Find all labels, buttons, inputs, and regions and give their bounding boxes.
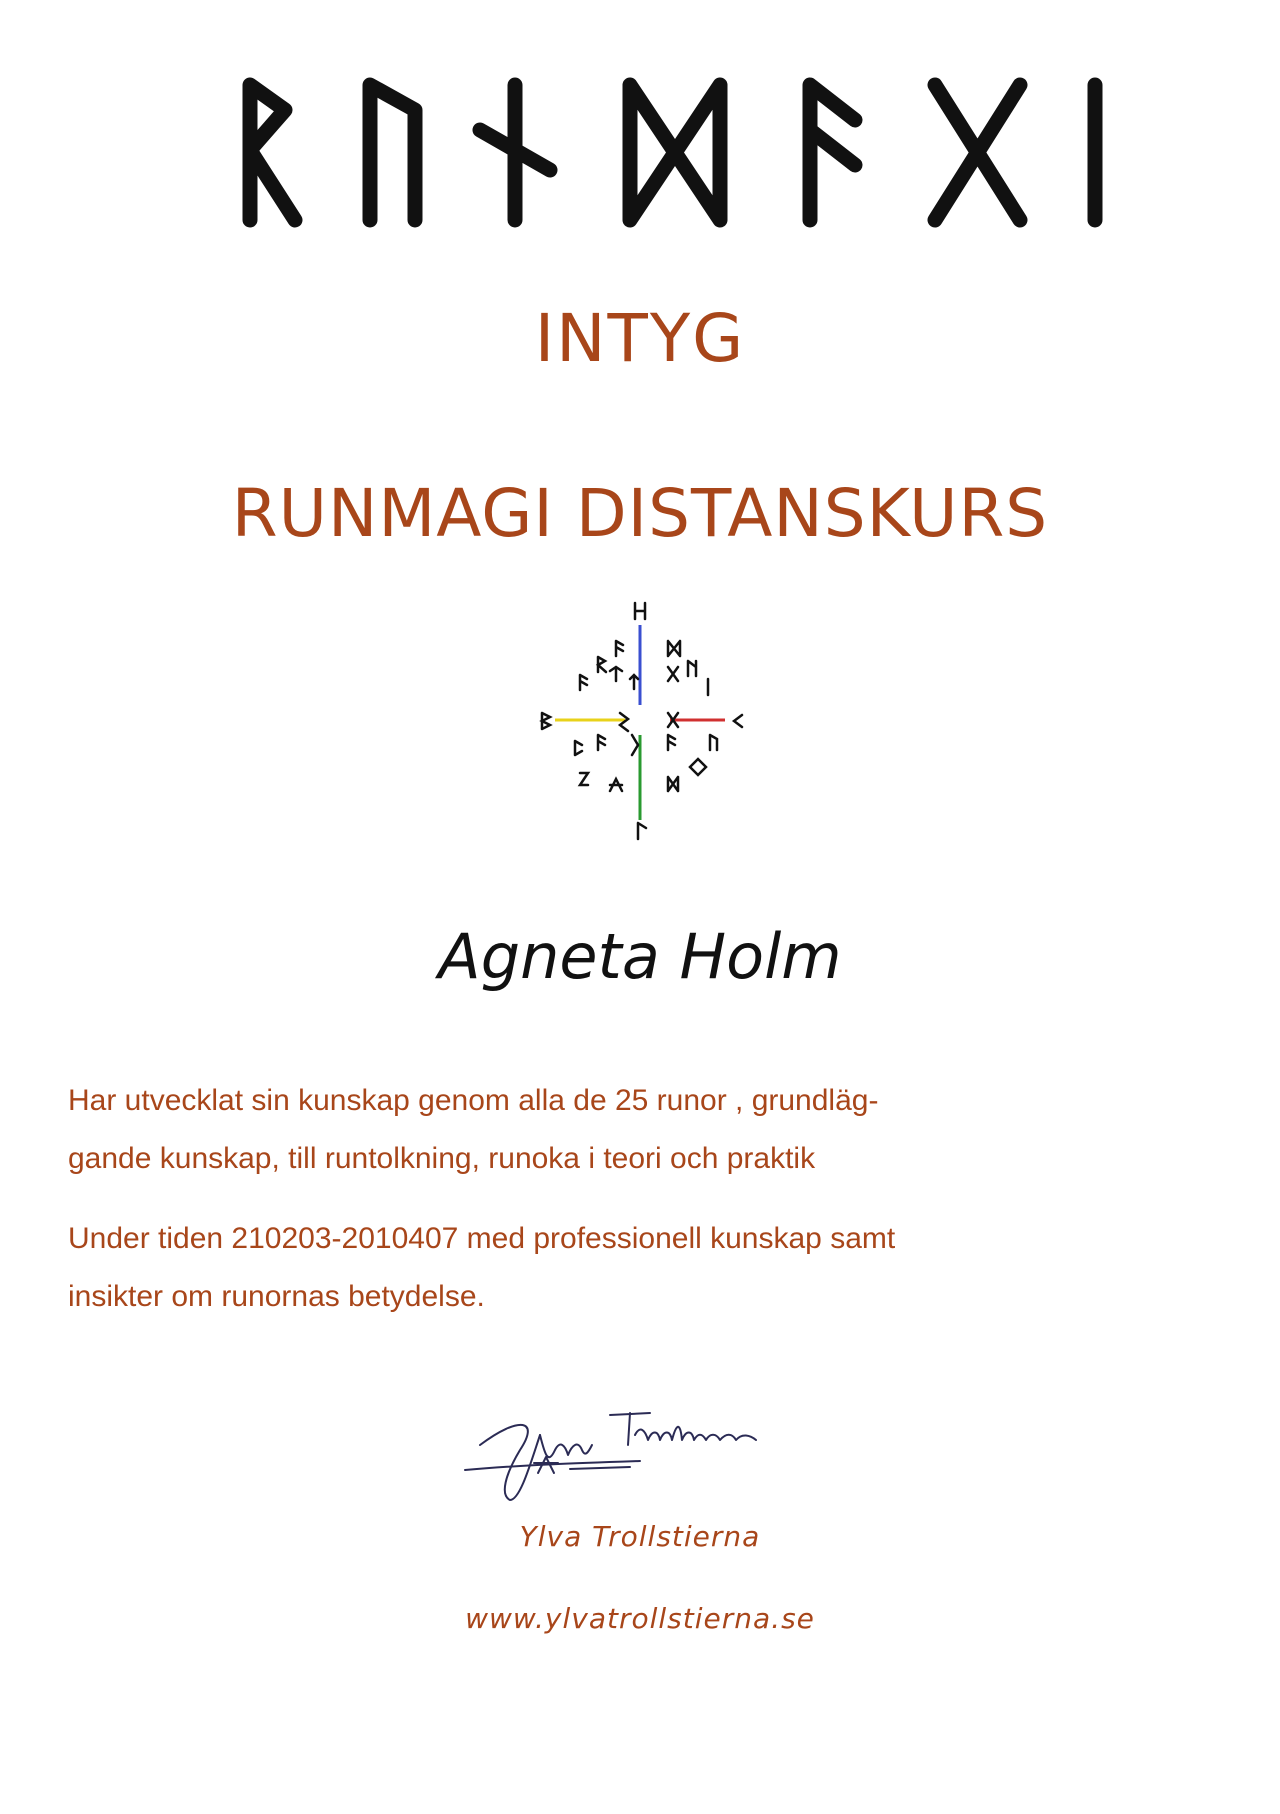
signature-graphic	[460, 1395, 820, 1515]
rune-wheel-graphic	[520, 595, 760, 845]
period-line-1: Under tiden 210203-2010407 med professionell kunskap samt	[68, 1222, 896, 1255]
course-title: RUNMAGI DISTANSKURS	[231, 475, 1049, 552]
rune-wheel-emblem	[520, 595, 760, 845]
signer-name: Ylva Trollstierna	[519, 1520, 761, 1553]
rune-header-logo	[230, 70, 1110, 230]
achievement-paragraph	[68, 1072, 1218, 1188]
period-line-2: insikter om runornas betydelse.	[68, 1280, 485, 1313]
period-paragraph	[68, 1210, 1218, 1326]
recipient-name: Agneta Holm	[438, 920, 842, 993]
certificate-title: INTYG	[534, 300, 746, 377]
achievement-line-1: Har utvecklat sin kunskap genom alla de 25 runor , grundläg-	[68, 1084, 879, 1117]
achievement-line-2: gande kunskap, till runtolkning, runoka i teori och praktik	[68, 1142, 816, 1175]
handwritten-signature	[460, 1395, 820, 1515]
rune-word-graphic	[230, 70, 1110, 230]
website-url: www.ylvatrollstierna.se	[465, 1602, 815, 1635]
